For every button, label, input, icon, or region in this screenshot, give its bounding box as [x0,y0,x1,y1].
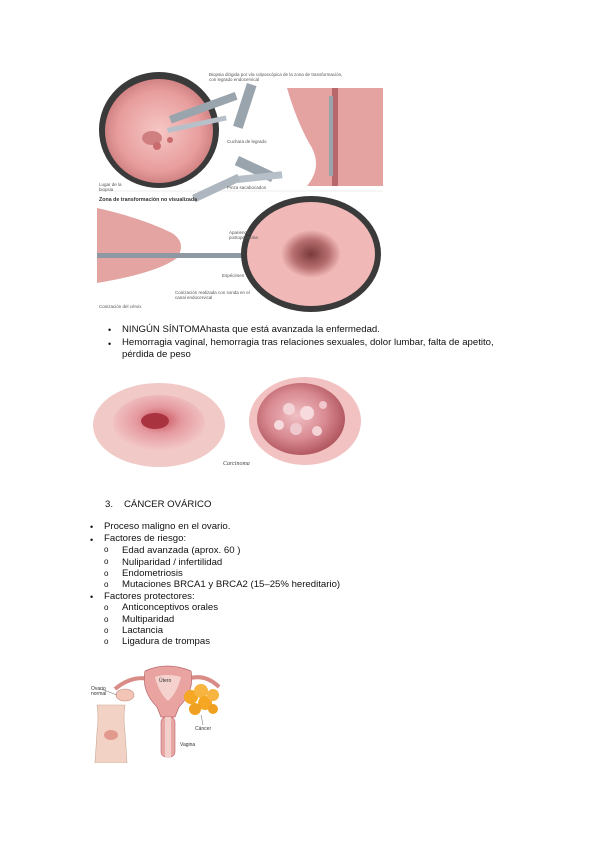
bullet: • [90,592,94,602]
label-curette: Cuchara de legrado [227,139,267,144]
label-uterus: Útero [159,678,172,684]
section-number: 3. [105,499,114,510]
sub-bullet: o [104,580,109,589]
sub-item: Endometriosis [122,568,183,579]
label-specimen: Espécimen [222,273,245,278]
symptom-item: Hemorragia vaginal, hemorragia tras relaciones sexuales, dolor lumbar, falta de apetito, pérdida de peso [122,337,494,360]
carcinoma-illustration [93,375,361,470]
sub-item: Lactancia [122,625,164,636]
label-normal-ovary: Ovario normal [91,686,107,697]
sub-item: Anticonceptivos orales [122,602,218,613]
sub-item: Ligadura de trompas [122,636,210,647]
bullet: • [90,522,94,532]
sub-bullet: o [104,603,109,612]
sub-bullet: o [104,557,109,566]
sub-bullet: o [104,637,109,646]
list-item: Proceso maligno en el ovario. [104,521,231,532]
symptom-strong: NINGÚN SÍNTOMA [122,324,207,335]
bullet: • [108,339,112,349]
section-title: CÁNCER OVÁRICO [124,499,212,510]
carcinoma-figure [93,375,361,470]
biopsy-figure [97,68,383,314]
sub-item: Multiparidad [122,614,175,625]
label-cervix-cone: Conización del cérvix [99,304,142,309]
sub-bullet: o [104,615,109,624]
list-item: Factores protectores: [104,591,195,602]
sub-item: Edad avanzada (aprox. 60 ) [122,545,241,556]
bullet: • [108,325,112,335]
bullet: • [90,535,94,545]
label-biopsy: Biopsia dirigida por vía colposcópica de la zona de transformación, con legrado endocervical [209,72,343,82]
label-vagina: Vagina [180,742,196,748]
ovarian-figure [87,657,239,763]
list-item: Factores de riesgo: [104,533,187,544]
sub-item: Nuliparidad / infertilidad [122,557,223,568]
sub-bullet: o [104,545,109,554]
ovarian-illustration [87,657,239,763]
sub-bullet: o [104,626,109,635]
symptom-rest: hasta que está avanzada la enfermedad. [206,324,380,335]
sub-item: Mutaciones BRCA1 y BRCA2 (15–25% hereditario) [122,579,341,590]
label-cone: Conización realizada con sonda en el canal endocervical [175,290,250,300]
carcinoma-caption: Carcinoma [223,461,250,467]
label-punch: Pinza sacabocados [227,185,267,190]
label-biopsy-site: Lugar de la biopsia [99,182,122,192]
label-cancer: Cáncer [195,726,212,732]
sub-bullet: o [104,569,109,578]
symptom-item [122,324,497,336]
zone-title: Zona de transformación no visualizada [99,197,198,203]
label-postop: Apariencia postoperatoria [229,230,258,240]
